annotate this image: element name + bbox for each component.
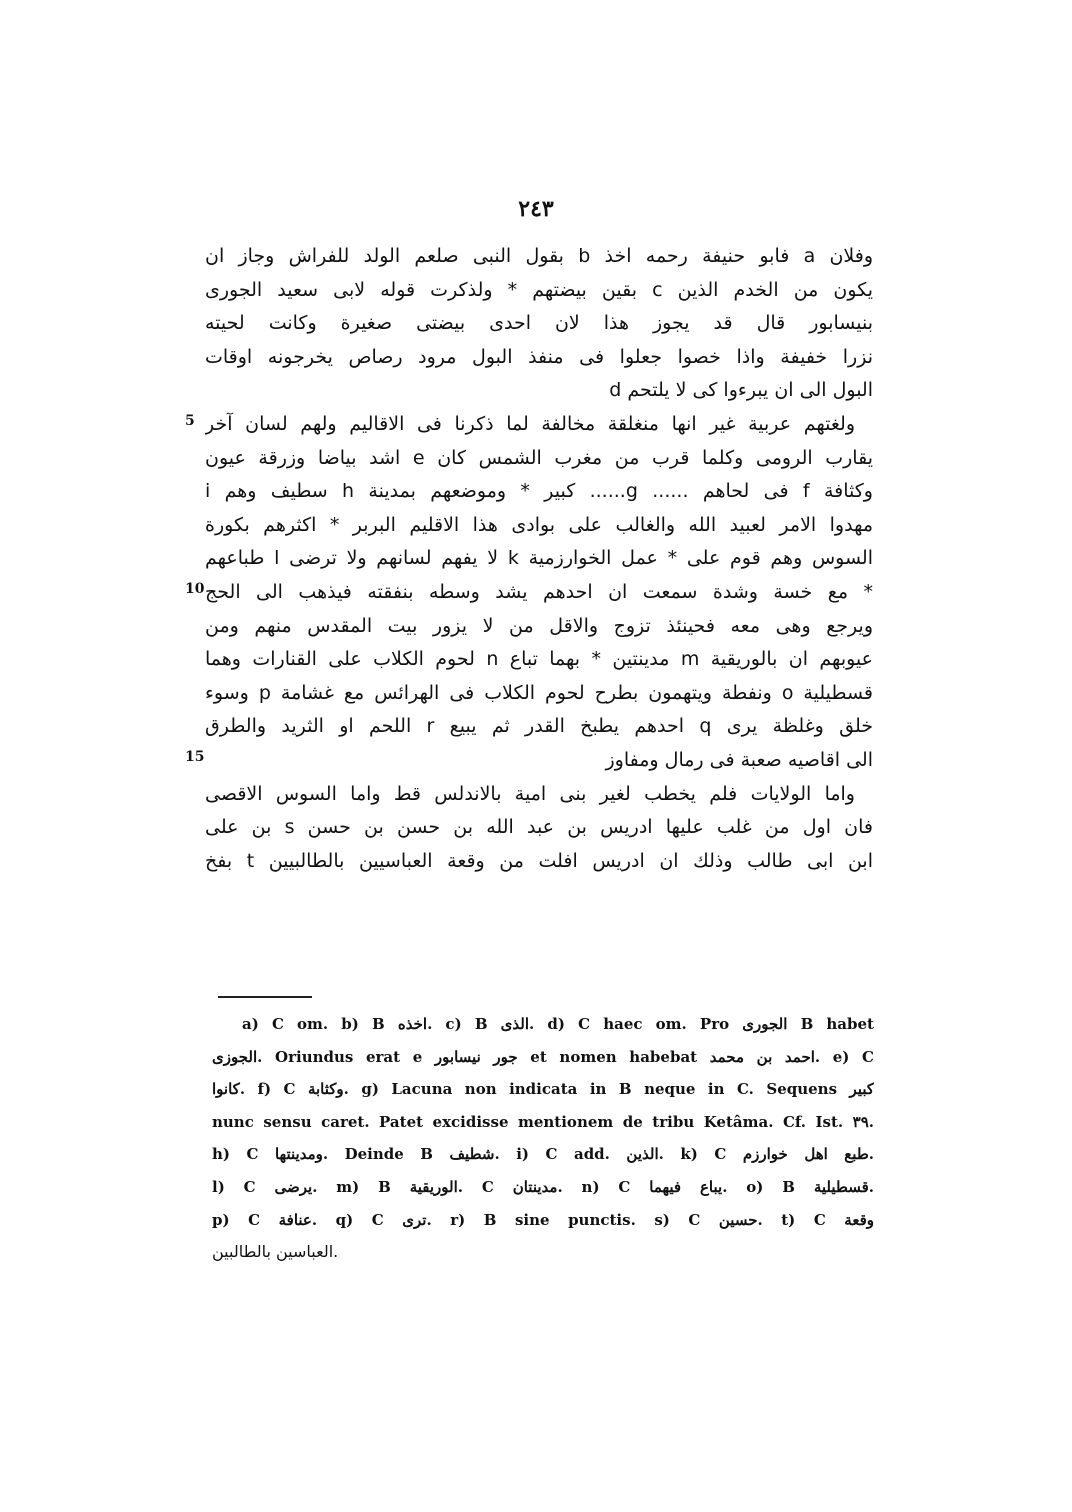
footnote-line: a) C om. b) B اخذه. c) B الذى. d) C haec om. Pro الجورى B habet bbox=[242, 1015, 874, 1033]
text-line: ابن ابى طالب وذلك ان ادريس افلت من وقعة العباسيين بالطالبيين t بفخ bbox=[205, 849, 873, 872]
text-line: يكون من الخدم الذين c بقين بيضتهم * ولذكرت قوله لابى سعيد الجورى bbox=[205, 278, 873, 301]
footnote-line: nunc sensu caret. Patet excidisse mentionem de tribu Ketâma. Cf. Ist. ٣٩. bbox=[212, 1112, 874, 1131]
text-line: عيوبهم ان بالوريقية m مدينتين * بهما تباع n لحوم الكلاب على القنارات وهما bbox=[205, 648, 873, 671]
text-line: بنيسابور قال قد يجوز هذا لان احدى بيضتى صغيرة وكانت لحيته bbox=[205, 312, 873, 335]
text-line: خلق وغلظة يرى q احدهم يطبخ القدر ثم يبيع r اللحم او الثريد والطرق bbox=[205, 715, 873, 738]
footnote-line: العباسين بالطالبين. bbox=[212, 1242, 339, 1262]
footnote-line: كانوا. f) C وكثابة. g) Lacuna non indicata in B neque in C. Sequens كبير bbox=[212, 1080, 874, 1099]
text-line: ويرجع وهى معه فحينئذ تزوج والاقل من لا يزور بيت المقدس منهم ومن bbox=[205, 614, 873, 637]
text-line: الى اقاصيه صعبة فى رمال ومفاوز bbox=[605, 748, 873, 771]
line-number-10: 10 bbox=[185, 581, 205, 597]
footnote-line: l) C يرضى. m) B الوريقية. C مدينتان. n) C يباع فيهما. o) B قسطيلية. bbox=[212, 1177, 874, 1196]
text-line: * مع خسة وشدة سمعت ان احدهم يشد وسطه بنفقته فيذهب الى الحج bbox=[205, 580, 873, 603]
text-line: البول الى ان يبرءوا كى لا يلتحم d bbox=[609, 379, 873, 402]
text-line: يقارب الرومى وكلما قرب من مغرب الشمس كان e اشد بياضا وزرقة عيون bbox=[205, 446, 873, 469]
footnote-line: p) C عنافة. q) C ترى. r) B sine punctis. s) C حسين. t) C وقعة bbox=[212, 1210, 874, 1229]
main-text-body bbox=[205, 240, 873, 878]
text-line: مهدوا الامر لعبيد الله والغالب على بوادى هذا الاقليم البربر * اكثرهم بكورة bbox=[205, 513, 873, 536]
text-line: قسطيلية o ونفطة ويتهمون بطرح لحوم الكلاب فى الهرائس مع غشامة p وسوء bbox=[205, 681, 873, 704]
text-line: ولغتهم عربية غير انها منغلقة مخالفة لما ذكرنا فى الاقاليم ولهم لسان آخر bbox=[205, 412, 855, 435]
text-line: نزرا خفيفة واذا خصوا جعلوا فى منفذ البول مرود رصاص يخرجونه اوقات bbox=[205, 345, 873, 368]
footnote-line: h) C ومدينتها. Deinde B شطيف. i) C add. الذين. k) C طبع اهل خوارزم. bbox=[212, 1145, 874, 1164]
line-number-5: 5 bbox=[185, 413, 195, 429]
text-line: وكثافة f فى لحاهم ...... g...... كبير * وموضعهم بمدينة h سطيف وهم i bbox=[205, 480, 873, 503]
footnote-separator bbox=[218, 996, 312, 998]
text-line: فان اول من غلب عليها ادريس بن عبد الله بن حسن بن حسن s بن على bbox=[205, 816, 873, 839]
footnote-line: الجوزى. Oriundus erat e جور نيسابور et nomen habebat احمد بن محمد. e) C bbox=[212, 1047, 874, 1066]
page-number: ٢٤٣ bbox=[518, 196, 554, 222]
text-line: واما الولايات فلم يخطب لغير بنى امية بالاندلس قط واما السوس الاقصى bbox=[205, 782, 855, 805]
line-number-15: 15 bbox=[185, 749, 205, 765]
text-line: السوس وهم قوم على * عمل الخوارزمية k لا يفهم لسانهم ولا ترضى l طباعهم bbox=[205, 547, 873, 570]
text-line: وفلان a فابو حنيفة رحمه اخذ b بقول النبى صلعم الولد للفراش وجاز ان bbox=[205, 245, 873, 267]
footnotes bbox=[212, 1008, 874, 1269]
